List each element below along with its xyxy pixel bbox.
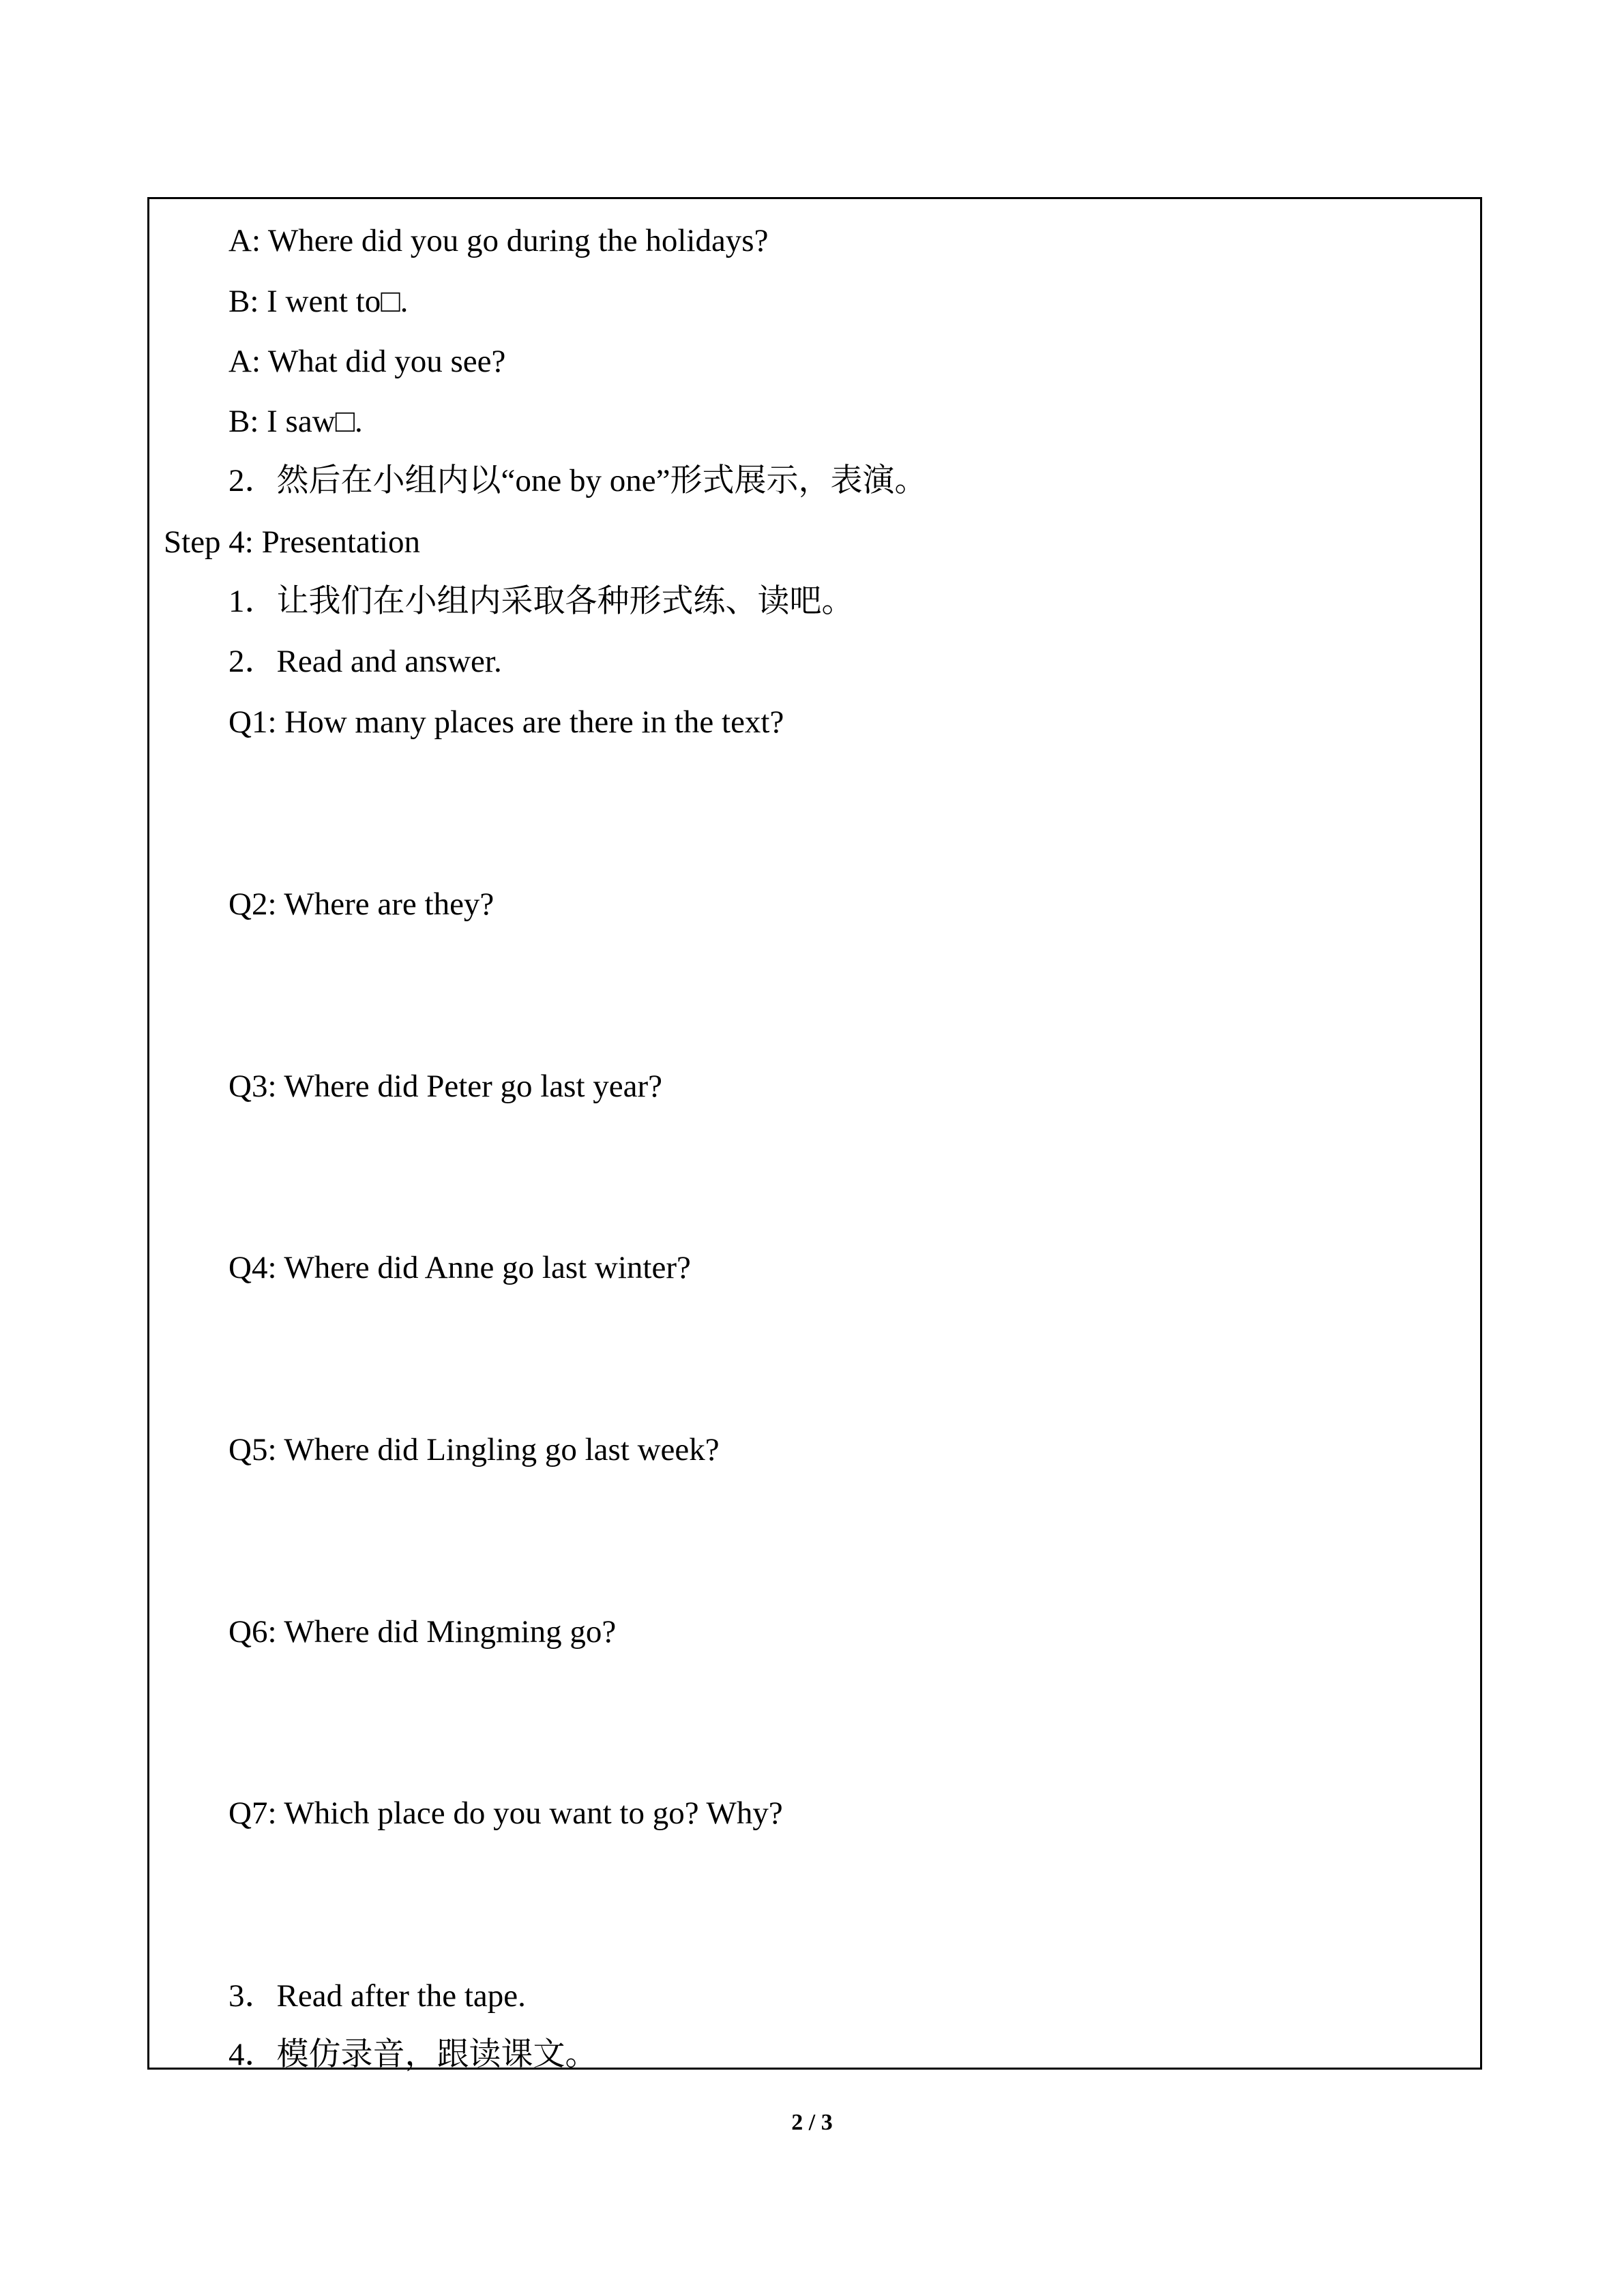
question-line: Q3: Where did Peter go last year? — [228, 1069, 663, 1104]
instruction-line: 1．让我们在小组内采取各种形式练、读吧。 — [228, 584, 854, 619]
page-number: 2 / 3 — [791, 2110, 833, 2135]
question-line: Q2: Where are they? — [228, 886, 494, 922]
instruction-line: 3．Read after the tape. — [228, 1978, 526, 2014]
question-line: Q5: Where did Lingling go last week? — [228, 1432, 720, 1467]
step-heading: Step 4: Presentation — [164, 524, 420, 560]
question-line: Q1: How many places are there in the text? — [228, 704, 784, 740]
instruction-line: 2．然后在小组内以“one by one”形式展示，表演。 — [228, 463, 927, 498]
instruction-line: 4．模仿录音，跟读课文。 — [228, 2037, 597, 2072]
instruction-line: 2．Read and answer. — [228, 644, 502, 679]
dialogue-line-b1: B: I went to□. — [228, 284, 409, 319]
dialogue-line-a1: A: Where did you go during the holidays? — [228, 223, 769, 258]
question-line: Q7: Which place do you want to go? Why? — [228, 1795, 783, 1831]
dialogue-line-b2: B: I saw□. — [228, 404, 363, 439]
dialogue-line-a2: A: What did you see? — [228, 344, 506, 379]
question-line: Q4: Where did Anne go last winter? — [228, 1250, 691, 1285]
question-line: Q6: Where did Mingming go? — [228, 1614, 617, 1650]
